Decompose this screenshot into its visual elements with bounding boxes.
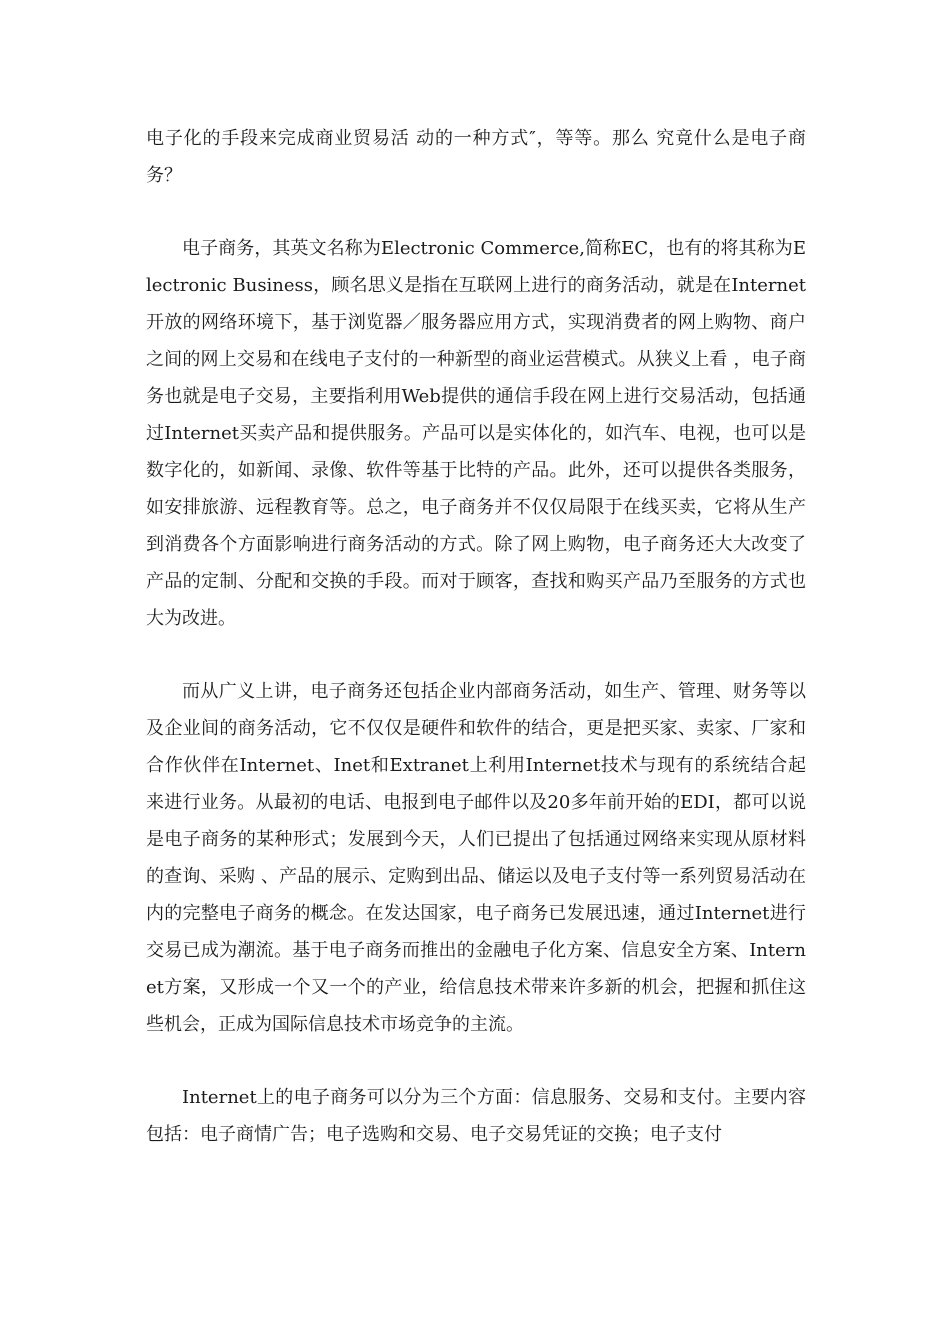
- paragraph-definition: 电子商务，其英文名称为Electronic Commerce,简称EC，也有的将其称为Electronic Business，顾名思义是指在互联网上进行的商务活动，就是在Internet开放的网络环境下，基于浏览器／服务器应用方式，实现消费者的网上购物、商户之间的网上交易和在线电子支付的一种新型的商业运营模式。从狭义上看 ，电子商务也就是电子交易，主要指利用Web提供的通信手段在网上进行交易活动，包括通过Internet买卖产品和提供服务。产品可以是实体化的，如汽车、电视，也可以是数字化的，如新闻、录像、软件等基于比特的产品。此外，还可以提供各类服务，如安排旅游、远程教育等。总之，电子商务并不仅仅局限于在线买卖，它将从生产到消费各个方面影响进行商务活动的方式。除了网上购物，电子商务还大大改变了产品的定制、分配和交换的手段。而对于顾客，查找和购买产品乃至服务的方式也大为改进。: [146, 238, 806, 629]
- paragraph-broad-sense: 而从广义上讲，电子商务还包括企业内部商务活动，如生产、管理、财务等以及企业间的商务活动，它不仅仅是硬件和软件的结合，更是把买家、卖家、厂家和合作伙伴在Internet、Inet和Extranet上利用Internet技术与现有的系统结合起来进行业务。从最初的电话、电报到电子邮件以及20多年前开始的EDI，都可以说是电子商务的某种形式；发展到今天，人们已提出了包括通过网络来实现从原材料的查询、采购 、产品的展示、定购到出品、储运以及电子支付等一系列贸易活动在内的完整电子商务的概念。在发达国家，电子商务已发展迅速，通过Internet进行交易已成为潮流。基于电子商务而推出的金融电子化方案、信息安全方案、Internet方案，又形成一个又一个的产业，给信息技术带来许多新的机会，把握和抓住这些机会，正成为国际信息技术市场竞争的主流。: [146, 681, 806, 1035]
- paragraph-aspects: Internet上的电子商务可以分为三个方面：信息服务、交易和支付。主要内容包括：电子商情广告；电子选购和交易、电子交易凭证的交换；电子支付: [146, 1087, 806, 1145]
- paragraph-continuation: 电子化的手段来完成商业贸易活 动的一种方式″，等等。那么 究竟什么是电子商务？: [146, 128, 806, 186]
- document-body: [146, 120, 806, 1189]
